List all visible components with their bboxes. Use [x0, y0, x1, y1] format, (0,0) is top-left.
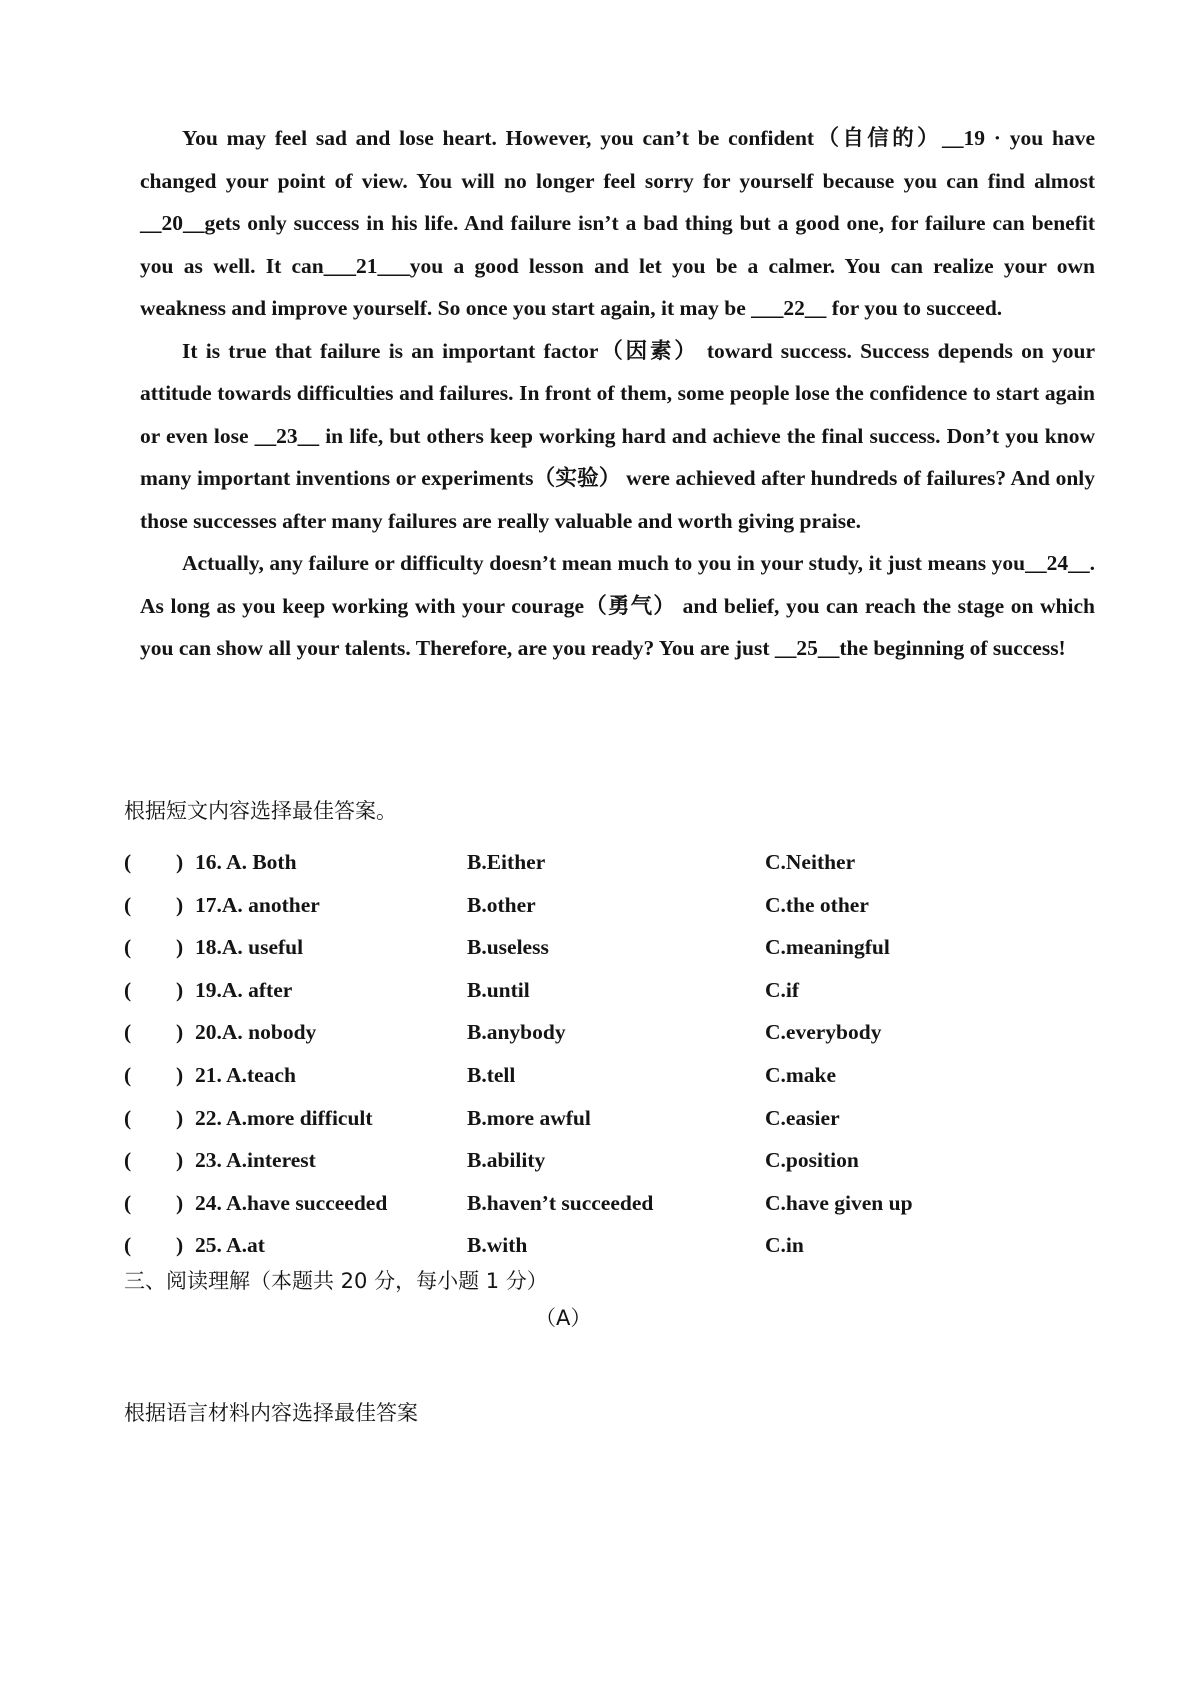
question-option-c: C.if: [765, 977, 800, 1002]
question-row: [120, 1054, 1020, 1097]
answer-paren-left: (: [124, 1105, 132, 1130]
question-row: [120, 1097, 1020, 1140]
section-heading: 三、阅读理解（本题共 20 分，每小题 1 分）: [124, 1269, 548, 1293]
question-row: [120, 1224, 1020, 1267]
passage-paragraph: Actually, any failure or difficulty doesn’t mean much to you in your study, it just means you__24__. As long as you keep working with your courage（勇气） and belief, you can reach the stage on which you can show all your talents. Therefore, are you ready? You are just __25__the beginning of success!: [140, 551, 1095, 660]
answer-paren-right: ): [176, 892, 184, 917]
question-option-a: 19.A. after: [195, 977, 293, 1002]
answer-paren-left: (: [124, 977, 132, 1002]
question-option-b: B.more awful: [467, 1105, 591, 1130]
answer-paren-right: ): [176, 1062, 184, 1087]
answer-paren-left: (: [124, 1062, 132, 1087]
passage-paragraph: It is true that failure is an important factor（因素） toward success. Success depends on your attitude towards difficulties and failures. In front of them, some people lose the confidence to start again or even lose __23__ in life, but others keep working hard and achieve the final success. Don’t you know many important inventions or experiments（实验） were achieved after hundreds of failures? And only those successes after many failures are really valuable and worth giving praise.: [140, 338, 1095, 533]
question-option-c: C.in: [765, 1233, 804, 1258]
question-row: [120, 926, 1020, 969]
answer-paren-right: ): [176, 1020, 184, 1045]
answer-paren-right: ): [176, 1105, 184, 1130]
answer-paren-right: ): [176, 1233, 184, 1258]
answer-paren-left: (: [124, 892, 132, 917]
question-option-c: C.have given up: [765, 1190, 913, 1215]
question-option-a: 23. A.interest: [195, 1148, 316, 1173]
question-option-a: 20.A. nobody: [195, 1020, 317, 1045]
answer-paren-left: (: [124, 850, 132, 874]
question-option-b: B.ability: [467, 1148, 546, 1173]
question-option-a: 25. A.at: [195, 1233, 265, 1258]
question-option-b: B.until: [467, 977, 530, 1002]
answer-paren-right: ): [176, 935, 184, 960]
reading-instruction: 根据语言材料内容选择最佳答案: [124, 1401, 418, 1425]
answer-paren-left: (: [124, 1020, 132, 1045]
question-option-c: C.everybody: [765, 1020, 882, 1045]
question-option-c: C.Neither: [765, 850, 856, 874]
question-option-b: B.haven’t succeeded: [467, 1190, 654, 1215]
question-row: [120, 1011, 1020, 1054]
question-option-c: C.easier: [765, 1105, 840, 1130]
question-option-b: B.Either: [467, 850, 546, 874]
question-option-b: B.tell: [467, 1062, 516, 1087]
passage-paragraph: You may feel sad and lose heart. However, you can’t be confident（自信的）__19 · you have changed your point of view. You will no longer feel sorry for yourself because you can find almost __20__gets only success in his life. And failure isn’t a bad thing but a good one, for failure can benefit you as well. It can___21___you a good lesson and let you be a calmer. You can realize your own weakness and improve yourself. So once you start again, it may be ___22__ for you to succeed.: [140, 126, 1095, 320]
question-option-c: C.make: [765, 1062, 837, 1087]
question-option-b: B.anybody: [467, 1020, 566, 1045]
question-option-c: C.meaningful: [765, 935, 890, 960]
question-option-c: C.the other: [765, 892, 869, 917]
question-option-b: B.other: [467, 892, 536, 917]
answer-paren-right: ): [176, 977, 184, 1002]
answer-paren-left: (: [124, 935, 132, 960]
answer-paren-right: ): [176, 1148, 184, 1173]
answer-paren-left: (: [124, 1148, 132, 1173]
question-option-a: 17.A. another: [195, 892, 320, 917]
question-option-a: 22. A.more difficult: [195, 1105, 373, 1130]
cloze-passage: [140, 117, 1095, 670]
answer-paren-right: ): [176, 850, 184, 874]
question-option-b: B.with: [467, 1233, 528, 1258]
answer-paren-left: (: [124, 1233, 132, 1258]
question-option-a: 16. A. Both: [195, 850, 297, 874]
question-row: [120, 1139, 1020, 1182]
answer-paren-right: ): [176, 1190, 184, 1215]
passage-subheading: （A）: [535, 1306, 592, 1330]
question-option-a: 18.A. useful: [195, 935, 304, 960]
question-option-a: 21. A.teach: [195, 1062, 296, 1087]
question-row: [120, 841, 1020, 884]
question-row: [120, 884, 1020, 927]
choice-list: [120, 841, 1020, 1267]
question-row: [120, 969, 1020, 1012]
question-option-b: B.useless: [467, 935, 549, 960]
answer-paren-left: (: [124, 1190, 132, 1215]
question-option-a: 24. A.have succeeded: [195, 1190, 388, 1215]
cloze-instruction: 根据短文内容选择最佳答案。: [124, 799, 397, 823]
question-row: [120, 1182, 1020, 1225]
question-option-c: C.position: [765, 1148, 859, 1173]
